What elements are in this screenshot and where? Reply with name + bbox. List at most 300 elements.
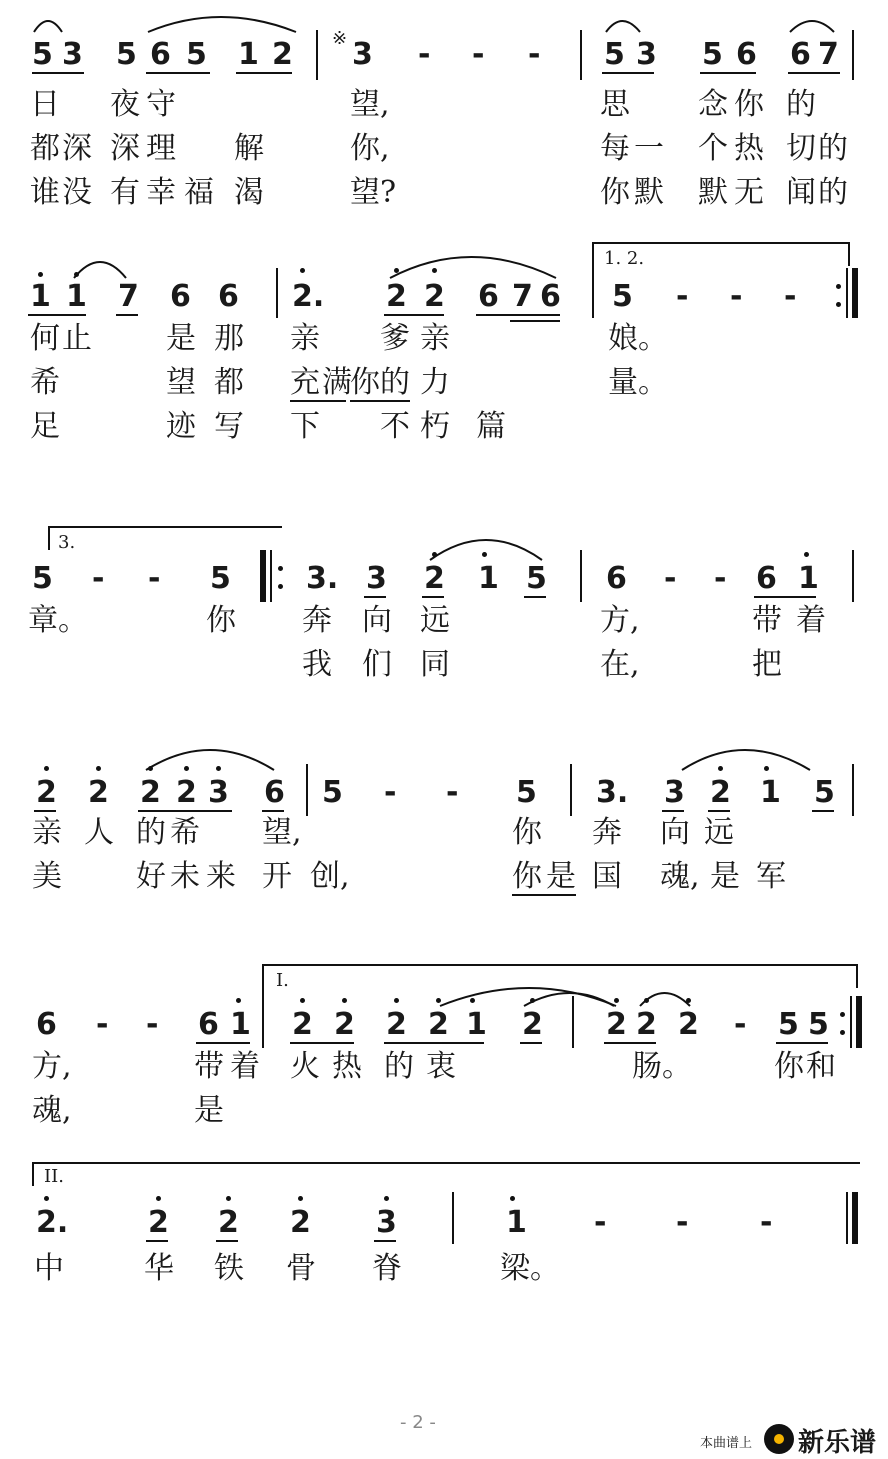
note: 2 (176, 775, 197, 810)
final-barline (856, 996, 862, 1048)
note: 1 (506, 1205, 527, 1240)
high-octave-dot (394, 998, 399, 1003)
lyric: 我 (302, 647, 332, 682)
lyric: 深 (62, 131, 92, 166)
high-octave-dot (236, 998, 241, 1003)
note: 3 (664, 775, 685, 810)
note: 3. (306, 561, 339, 596)
lyric-underline (512, 894, 576, 896)
lyric: 默 (698, 175, 728, 210)
note: 2 (606, 1007, 627, 1042)
high-octave-dot (38, 272, 43, 277)
barline (846, 268, 848, 318)
high-octave-dot (300, 268, 305, 273)
lyric: 骨 (286, 1251, 316, 1286)
lyric: 同 (420, 647, 450, 682)
barline (852, 550, 854, 602)
high-octave-dot (470, 998, 475, 1003)
note: 3 (376, 1205, 397, 1240)
note: - (676, 1205, 689, 1240)
underline (812, 810, 834, 812)
note: - (714, 561, 727, 596)
underline (604, 1042, 656, 1044)
barline (580, 30, 582, 80)
lyric: 幸 (146, 175, 176, 210)
note: - (96, 1007, 109, 1042)
lyric: 亲 (32, 815, 62, 850)
lyric: 个 (698, 131, 728, 166)
underline (384, 1042, 484, 1044)
note: 5 (604, 37, 625, 72)
lyric: 充 (290, 365, 320, 400)
lyric: 量。 (608, 365, 668, 400)
note: 2 (424, 561, 445, 596)
high-octave-dot (300, 998, 305, 1003)
note: 2 (678, 1007, 699, 1042)
volta-label: 1. 2. (604, 248, 645, 269)
high-octave-dot (342, 998, 347, 1003)
note: - (418, 37, 431, 72)
note: 1 (66, 279, 87, 314)
note: 5 (210, 561, 231, 596)
volta-label: I. (276, 970, 289, 991)
lyric: 来 (206, 859, 236, 894)
lyric: 的 (818, 131, 848, 166)
note: 6 (150, 37, 171, 72)
lyric: 足 (30, 409, 60, 444)
lyric: 方, (600, 603, 640, 638)
underline (116, 314, 138, 316)
lyric: 解 (234, 131, 264, 166)
barline (276, 268, 278, 318)
lyric: 爹 (380, 321, 410, 356)
note: 6 (736, 37, 757, 72)
note: 1 (760, 775, 781, 810)
page-number: - 2 - (400, 1412, 436, 1433)
note: 1 (478, 561, 499, 596)
barline (846, 1192, 848, 1244)
note: 6 (264, 775, 285, 810)
high-octave-dot (298, 1196, 303, 1201)
underline (662, 810, 684, 812)
note: 1 (798, 561, 819, 596)
lyric: 国 (592, 859, 622, 894)
high-octave-dot (644, 998, 649, 1003)
lyric: 希 (170, 815, 200, 850)
lyric: 你 (774, 1049, 804, 1084)
note: 3 (366, 561, 387, 596)
lyric: 力 (420, 365, 450, 400)
underline (34, 810, 56, 812)
lyric: 无 (734, 175, 764, 210)
high-octave-dot (510, 1196, 515, 1201)
lyric: 都 (214, 365, 244, 400)
note: - (446, 775, 459, 810)
repeat-dot (836, 302, 841, 307)
note: - (472, 37, 485, 72)
lyric: 望, (350, 87, 390, 122)
note: 5 (702, 37, 723, 72)
lyric: 热 (734, 131, 764, 166)
final-barline (852, 1192, 858, 1244)
high-octave-dot (44, 766, 49, 771)
lyric: 火 (290, 1049, 320, 1084)
repeat-dot (278, 566, 283, 571)
underline (146, 72, 210, 74)
lyric: 方, (32, 1049, 72, 1084)
lyric: 章。 (28, 603, 88, 638)
lyric: 望, (262, 815, 302, 850)
high-octave-dot (216, 766, 221, 771)
note: - (148, 561, 161, 596)
slur (682, 750, 810, 770)
high-octave-dot (44, 1196, 49, 1201)
barline (270, 550, 272, 602)
lyric: 福 (184, 175, 214, 210)
high-octave-dot (432, 552, 437, 557)
lyric: 创, (310, 859, 350, 894)
lyric: 理 (146, 131, 176, 166)
barline (850, 996, 852, 1048)
note: 5 (186, 37, 207, 72)
repeat-start-barline (260, 550, 266, 602)
lyric: 奔 (592, 815, 622, 850)
underline (364, 596, 386, 598)
segno-mark: ※ (332, 28, 348, 49)
high-octave-dot (764, 766, 769, 771)
lyric: 把 (752, 647, 782, 682)
slur (74, 262, 126, 278)
barline (452, 1192, 454, 1244)
lyric: 娘。 (608, 321, 668, 356)
lyric: 何 (30, 321, 60, 356)
underline (700, 72, 756, 74)
note: - (92, 561, 105, 596)
lyric: 每 (600, 131, 630, 166)
high-octave-dot (226, 1196, 231, 1201)
note: 1 (230, 1007, 251, 1042)
note: 1 (238, 37, 259, 72)
lyric: 的 (136, 815, 166, 850)
lyric: 热 (332, 1049, 362, 1084)
lyric: 满 (322, 365, 352, 400)
lyric: 望 (166, 365, 196, 400)
underline (374, 1240, 396, 1242)
note: 5 (32, 37, 53, 72)
lyric: 闻 (786, 175, 816, 210)
lyric: 着 (230, 1049, 260, 1084)
lyric: 你 (512, 815, 542, 850)
repeat-dot (840, 1030, 845, 1035)
high-octave-dot (614, 998, 619, 1003)
lyric: 带 (752, 603, 782, 638)
lyric: 带 (194, 1049, 224, 1084)
lyric: 你, (350, 131, 390, 166)
note: 7 (512, 279, 533, 314)
lyric: 夜 (110, 87, 140, 122)
underline (602, 72, 654, 74)
lyric: 脊 (372, 1251, 402, 1286)
barline (852, 30, 854, 80)
lyric: 中 (34, 1251, 64, 1286)
underline (510, 320, 560, 322)
note: 2 (36, 775, 57, 810)
note: 5 (612, 279, 633, 314)
note: - (146, 1007, 159, 1042)
underline (196, 1042, 250, 1044)
volta-label: II. (44, 1166, 64, 1187)
lyric: 魂, (660, 859, 700, 894)
lyric: 是 (166, 321, 196, 356)
note: 2 (292, 1007, 313, 1042)
note: 2 (386, 1007, 407, 1042)
slur (34, 21, 62, 32)
lyric: 你 (512, 859, 542, 894)
note: 2 (522, 1007, 543, 1042)
high-octave-dot (804, 552, 809, 557)
note: 5 (778, 1007, 799, 1042)
note: 5 (116, 37, 137, 72)
slur (390, 257, 556, 278)
lyric: 人 (84, 815, 114, 850)
note: 6 (170, 279, 191, 314)
lyric: 你 (206, 603, 236, 638)
high-octave-dot (74, 272, 79, 277)
lyric: 魂, (32, 1093, 72, 1128)
note: 5 (808, 1007, 829, 1042)
underline (422, 596, 444, 598)
lyric: 止 (62, 321, 92, 356)
lyric: 肠。 (632, 1049, 692, 1084)
note: 2 (386, 279, 407, 314)
note: - (384, 775, 397, 810)
lyric: 默 (634, 175, 664, 210)
underline (788, 72, 840, 74)
underline (216, 1240, 238, 1242)
lyric: 华 (144, 1251, 174, 1286)
note: 6 (36, 1007, 57, 1042)
slur (606, 21, 640, 32)
high-octave-dot (436, 998, 441, 1003)
lyric: 向 (660, 815, 690, 850)
note: 1 (30, 279, 51, 314)
brand-prefix: 本曲谱上 (700, 1436, 753, 1451)
high-octave-dot (482, 552, 487, 557)
high-octave-dot (686, 998, 691, 1003)
lyric: 亲 (290, 321, 320, 356)
record-logo-icon (764, 1424, 794, 1454)
note: 2 (334, 1007, 355, 1042)
slur (148, 17, 296, 32)
underline (138, 810, 232, 812)
note: 2 (424, 279, 445, 314)
lyric: 和 (806, 1049, 836, 1084)
note: 3 (62, 37, 83, 72)
note: 7 (118, 279, 139, 314)
high-octave-dot (384, 1196, 389, 1201)
underline (476, 314, 560, 316)
volta-bracket (48, 526, 282, 550)
brand-name: 新乐谱 (798, 1428, 877, 1458)
lyric: 日 (30, 87, 60, 122)
underline (146, 1240, 168, 1242)
high-octave-dot (394, 268, 399, 273)
underline (32, 72, 84, 74)
lyric: 的 (818, 175, 848, 210)
lyric: 梁。 (500, 1251, 560, 1286)
note: 2 (140, 775, 161, 810)
note: 6 (478, 279, 499, 314)
lyric: 渴 (234, 175, 264, 210)
note: - (760, 1205, 773, 1240)
high-octave-dot (718, 766, 723, 771)
lyric: 一 (634, 131, 664, 166)
lyric: 的 (786, 87, 816, 122)
lyric: 念 (698, 87, 728, 122)
lyric: 都 (30, 131, 60, 166)
lyric: 写 (214, 409, 244, 444)
note: - (664, 561, 677, 596)
lyric: 铁 (214, 1251, 244, 1286)
slur (146, 750, 274, 770)
lyric: 美 (32, 859, 62, 894)
lyric: 衷 (426, 1049, 456, 1084)
lyric: 没 (62, 175, 92, 210)
lyric: 切 (786, 131, 816, 166)
lyric: 的 (380, 365, 410, 400)
note: 7 (818, 37, 839, 72)
final-barline (852, 268, 858, 318)
high-octave-dot (156, 1196, 161, 1201)
lyric: 有 (110, 175, 140, 210)
lyric-underline (350, 400, 410, 402)
barline (572, 996, 574, 1048)
underline (384, 314, 444, 316)
lyric: 篇 (476, 409, 506, 444)
underline (776, 1042, 828, 1044)
lyric-underline (290, 400, 346, 402)
lyric: 远 (704, 815, 734, 850)
lyric: 们 (362, 647, 392, 682)
lyric: 是 (710, 859, 740, 894)
repeat-dot (840, 1012, 845, 1017)
note: 6 (790, 37, 811, 72)
underline (524, 596, 546, 598)
note: 5 (516, 775, 537, 810)
note: 1 (466, 1007, 487, 1042)
note: 2 (428, 1007, 449, 1042)
note: 2 (290, 1205, 311, 1240)
note: - (730, 279, 743, 314)
note: 5 (814, 775, 835, 810)
lyric: 朽 (420, 409, 450, 444)
note: 2 (88, 775, 109, 810)
note: 6 (218, 279, 239, 314)
volta-bracket (262, 964, 858, 988)
slur (430, 540, 542, 560)
note: - (594, 1205, 607, 1240)
slur (524, 993, 614, 1006)
volta-bracket (32, 1162, 860, 1186)
underline (236, 72, 292, 74)
note: 6 (198, 1007, 219, 1042)
note: 2 (710, 775, 731, 810)
lyric: 深 (110, 131, 140, 166)
note: 3 (352, 37, 373, 72)
underline (520, 1042, 542, 1044)
lyric: 好 (136, 859, 166, 894)
note: 5 (322, 775, 343, 810)
lyric: 你 (350, 365, 380, 400)
lyric: 你 (600, 175, 630, 210)
underline (708, 810, 730, 812)
lyric: 是 (194, 1093, 224, 1128)
barline (580, 550, 582, 602)
repeat-dot (278, 584, 283, 589)
note: 2. (292, 279, 325, 314)
lyric: 开 (262, 859, 292, 894)
note: - (784, 279, 797, 314)
repeat-dot (836, 284, 841, 289)
lyric: 下 (290, 409, 320, 444)
note: 3 (636, 37, 657, 72)
lyric: 亲 (420, 321, 450, 356)
volta-label: 3. (58, 532, 76, 553)
barline (316, 30, 318, 80)
note: 6 (756, 561, 777, 596)
note: - (676, 279, 689, 314)
note: 3. (596, 775, 629, 810)
lyric: 不 (380, 409, 410, 444)
note: 5 (526, 561, 547, 596)
note: 6 (606, 561, 627, 596)
note: 2. (36, 1205, 69, 1240)
barline (306, 764, 308, 816)
lyric: 迹 (166, 409, 196, 444)
lyric: 向 (362, 603, 392, 638)
high-octave-dot (148, 766, 153, 771)
lyric: 的 (384, 1049, 414, 1084)
note: 6 (540, 279, 561, 314)
high-octave-dot (530, 998, 535, 1003)
high-octave-dot (184, 766, 189, 771)
barline (852, 764, 854, 816)
note: 2 (218, 1205, 239, 1240)
note: - (528, 37, 541, 72)
underline (28, 314, 86, 316)
lyric: 在, (600, 647, 640, 682)
lyric: 那 (214, 321, 244, 356)
lyric: 你 (734, 87, 764, 122)
lyric: 思 (600, 87, 630, 122)
lyric: 未 (170, 859, 200, 894)
lyric: 守 (146, 87, 176, 122)
note: 2 (272, 37, 293, 72)
lyric: 望? (350, 175, 397, 210)
note: 3 (208, 775, 229, 810)
lyric: 远 (420, 603, 450, 638)
slur (790, 21, 834, 32)
barline (570, 764, 572, 816)
note: - (734, 1007, 747, 1042)
high-octave-dot (96, 766, 101, 771)
note: 5 (32, 561, 53, 596)
note: 2 (148, 1205, 169, 1240)
underline (754, 596, 816, 598)
high-octave-dot (432, 268, 437, 273)
underline (290, 1042, 354, 1044)
lyric: 谁 (30, 175, 60, 210)
